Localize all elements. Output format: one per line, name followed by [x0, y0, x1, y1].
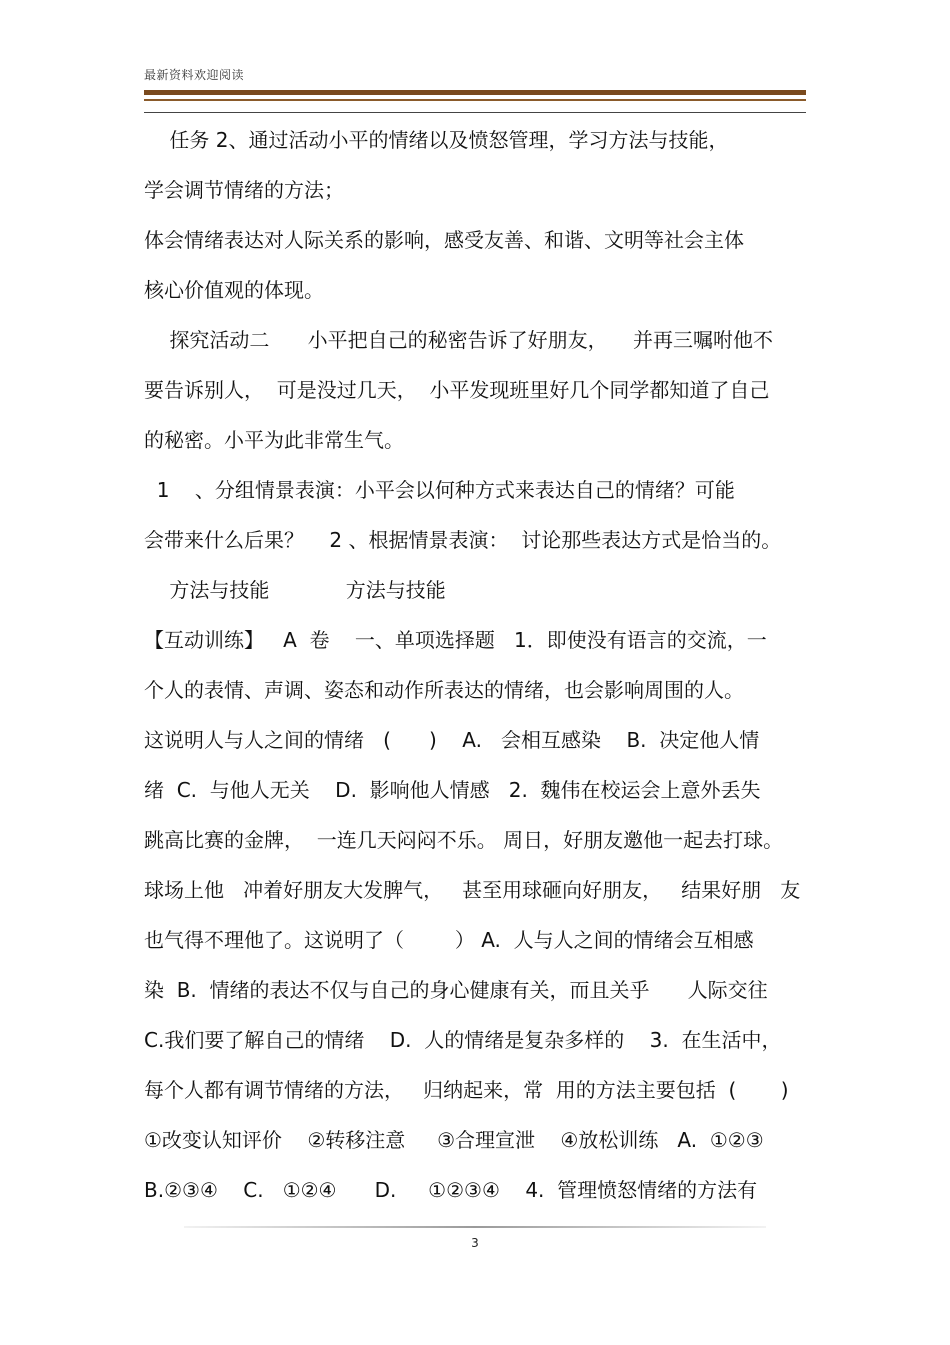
footer-rule: [184, 1226, 766, 1228]
text-line: 方法与技能 方法与技能: [144, 578, 446, 602]
text-line: 每个人都有调节情绪的方法， 归纳起来，常 用的方法主要包括 ( ): [144, 1078, 789, 1102]
text-line: 任务 2、通过活动小平的情绪以及愤怒管理，学习方法与技能，: [144, 128, 729, 152]
text-line: ①改变认知评价 ②转移注意 ③合理宣泄 ④放松训练 A. ①②③: [144, 1128, 764, 1152]
text-line: 要告诉别人， 可是没过几天， 小平发现班里好几个同学都知道了自己: [144, 378, 770, 402]
text-line: B.②③④ C. ①②④ D. ①②③④ 4. 管理愤怒情绪的方法有: [144, 1178, 758, 1202]
text-line: 跳高比赛的金牌， 一连几天闷闷不乐。 周日，好朋友邀他一起去打球。: [144, 828, 784, 852]
header-rule-hair: [144, 112, 806, 113]
text-line: C.我们要了解自己的情绪 D. 人的情绪是复杂多样的 3. 在生活中，: [144, 1028, 782, 1052]
text-line: 这说明人与人之间的情绪 ( ) A. 会相互感染 B. 决定他人情: [144, 728, 760, 752]
text-line: 也气得不理他了。这说明了（ ） A. 人与人之间的情绪会互相感: [144, 928, 754, 952]
text-line: 个人的表情、声调、姿态和动作所表达的情绪，也会影响周围的人。: [144, 678, 744, 702]
text-line: 学会调节情绪的方法；: [144, 178, 344, 202]
text-line: 探究活动二 小平把自己的秘密告诉了好朋友， 并再三嘱咐他不: [144, 328, 774, 352]
text-line: 会带来什么后果？ 2 、根据情景表演： 讨论那些表达方式是恰当的。: [144, 528, 782, 552]
text-line: 【互动训练】 A 卷 一、单项选择题 1．即使没有语言的交流，一: [144, 628, 767, 652]
header-text: 最新资料欢迎阅读: [144, 68, 245, 82]
text-line: 染 B. 情绪的表达不仅与自己的身心健康有关，而且关乎 人际交往: [144, 978, 768, 1002]
text-line: 的秘密。小平为此非常生气。: [144, 428, 404, 452]
text-line: 体会情绪表达对人际关系的影响，感受友善、和谐、文明等社会主体: [144, 228, 744, 252]
text-line: 球场上他 冲着好朋友大发脾气， 甚至用球砸向好朋友， 结果好朋 友: [144, 878, 801, 902]
text-line: 核心价值观的体现。: [144, 278, 324, 302]
page-number: 3: [471, 1236, 479, 1250]
header-rule-thick: [144, 90, 806, 95]
header-rule-thin: [144, 99, 806, 101]
text-line: 1 、分组情景表演：小平会以何种方式来表达自己的情绪？可能: [144, 478, 735, 502]
text-line: 绪 C. 与他人无关 D. 影响他人情感 2. 魏伟在校运会上意外丢失: [144, 778, 761, 802]
